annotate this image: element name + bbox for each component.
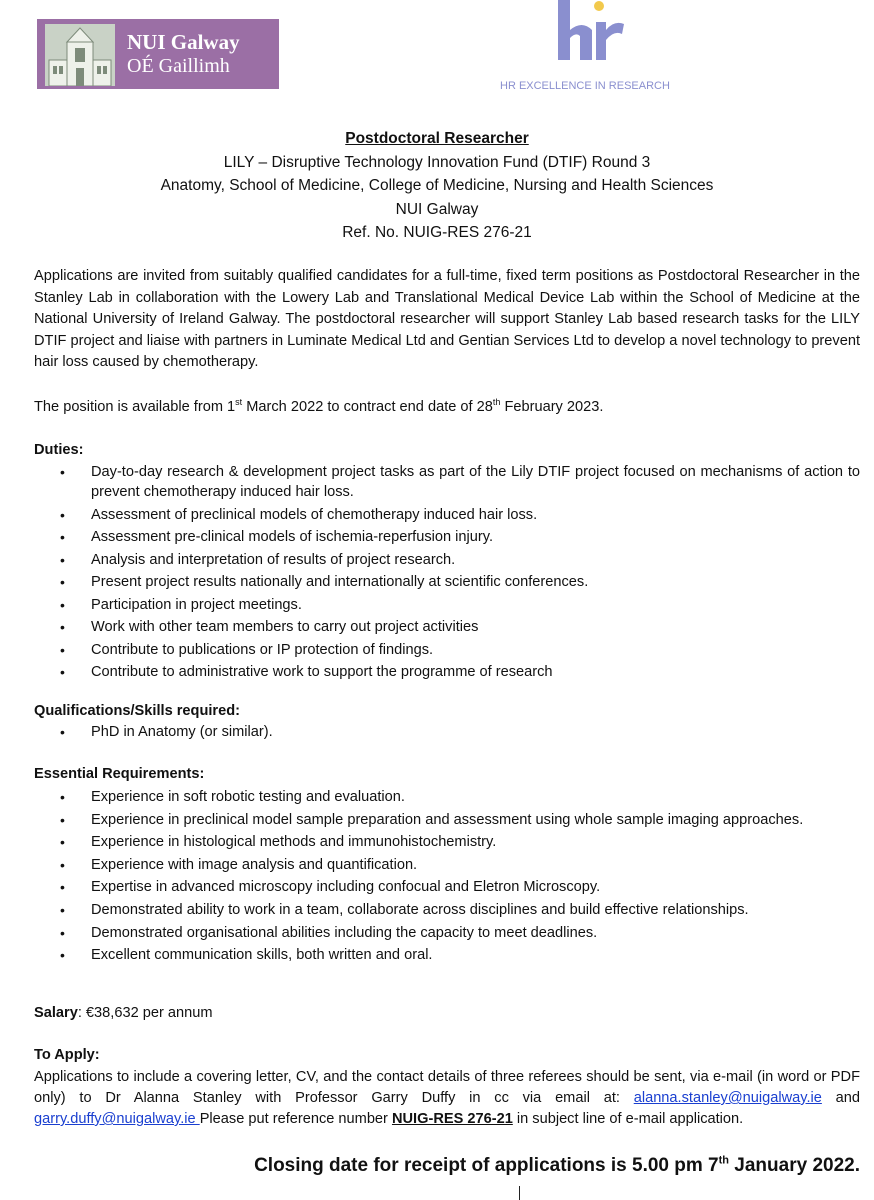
title-department: Anatomy, School of Medicine, College of Medicine, Nursing and Health Sciences (160, 177, 714, 194)
salary-line (34, 1005, 213, 1021)
position-availability: The position is available from 1st March 2022 to contract end date of 28th February 2023. (34, 397, 604, 415)
salary-value: : €38,632 per annum (77, 1005, 213, 1021)
reference-number: NUIG-RES 276-21 (391, 1111, 513, 1127)
list-item: • Experience in preclinical model sample preparation and assessment using whole sample imaging approaches. (60, 811, 804, 828)
list-item: • Excellent communication skills, both written and oral. (60, 947, 433, 964)
list-item: • Work with other team members to carry out project activities (60, 619, 479, 635)
list-item: • PhD in Anatomy (or similar). (60, 724, 273, 740)
bullet-icon: • (60, 901, 65, 918)
list-item: • Analysis and interpretation of results of project research. (60, 551, 456, 568)
list-item: • Present project results nationally and internationally at scientific conferences. (60, 574, 589, 590)
bullet-icon: • (60, 506, 65, 523)
job-title-block (0, 127, 874, 245)
bullet-icon: • (60, 574, 65, 590)
bullet-icon: • (60, 596, 65, 613)
quadrangle-tower-icon (45, 24, 115, 86)
nui-logo-line2: OÉ Gaillimh (127, 54, 230, 77)
email-link-garry[interactable]: garry.duffy@nuigalway.ie (34, 1111, 200, 1127)
page-title: Postdoctoral Researcher (345, 130, 529, 147)
bullet-icon: • (60, 664, 65, 680)
essential-requirements-list (34, 787, 860, 968)
nui-logo-line1: NUI Galway (127, 30, 240, 55)
list-item: • Demonstrated organisational abilities including the capacity to meet deadlines. (60, 924, 598, 941)
bullet-icon: • (60, 551, 65, 568)
list-item: • Day-to-day research & development project tasks as part of the Lily DTIF project focused on mechanisms of action to prevent chemotherapy induced hair loss. (60, 464, 860, 500)
to-apply-heading: To Apply: (34, 1047, 100, 1063)
text-cursor-mark (519, 1186, 520, 1200)
duties-heading: Duties: (34, 442, 84, 458)
closing-date: Closing date for receipt of applications is 5.00 pm 7th January 2022. (254, 1154, 860, 1176)
list-item: • Experience in histological methods and immunohistochemistry. (60, 834, 497, 851)
apply-paragraph: Applications to include a covering letter, CV, and the contact details of three referees should be sent, via e-mail (in word or PDF only) to Dr Alanna Stanley with Professor Garry Duffy in cc via email at: alanna.stanley@nuigalway.ie and garry.duffy@nuigalway.ie Please put reference number NUIG-RES 276-21 in subject line of e-mail application. (34, 1069, 861, 1127)
title-reference: Ref. No. NUIG-RES 276-21 (342, 224, 532, 241)
title-project: LILY – Disruptive Technology Innovation Fund (DTIF) Round 3 (223, 153, 651, 171)
list-item: • Experience with image analysis and quantification. (60, 856, 418, 873)
bullet-icon: • (60, 619, 65, 635)
essential-requirements-heading: Essential Requirements: (34, 766, 205, 782)
list-item: • Contribute to administrative work to support the programme of research (60, 664, 553, 680)
bullet-icon: • (60, 947, 65, 964)
bullet-icon: • (60, 924, 65, 941)
bullet-icon: • (60, 464, 65, 480)
email-link-alanna[interactable]: alanna.stanley@nuigalway.ie (633, 1090, 822, 1106)
salary-label: Salary (34, 1005, 78, 1021)
list-item: • Expertise in advanced microscopy including confocual and Eletron Microscopy. (60, 879, 601, 896)
hr-excellence-tagline: HR EXCELLENCE IN RESEARCH (500, 80, 670, 92)
bullet-icon: • (60, 529, 65, 545)
list-item: • Contribute to publications or IP protection of findings. (60, 641, 434, 658)
list-item: • Assessment of preclinical models of chemotherapy induced hair loss. (60, 506, 538, 523)
list-item: • Assessment pre-clinical models of ischemia-reperfusion injury. (60, 529, 494, 545)
bullet-icon: • (60, 724, 65, 740)
title-institution: NUI Galway (395, 200, 479, 218)
bullet-icon: • (60, 856, 65, 873)
list-item: • Participation in project meetings. (60, 596, 302, 613)
nui-galway-logo (37, 19, 279, 89)
bullet-icon: • (60, 789, 65, 805)
intro-paragraph: Applications are invited from suitably qualified candidates for a full-time, fixed term positions as Postdoctoral Researcher in the Stanley Lab in collaboration with the Lowery Lab and Translational Medical Device Lab within the School of Medicine at the National University of Ireland Galway. The postdoctoral researcher will support Stanley Lab based research tasks for the LILY DTIF project and liaise with partners in Luminate Medical Ltd and Gentian Services Ltd to develop a novel technology to prevent hair loss caused by chemotherapy. (34, 268, 860, 371)
qualifications-list (34, 722, 860, 742)
bullet-icon: • (60, 834, 65, 851)
bullet-icon: • (60, 641, 65, 658)
bullet-icon: • (60, 811, 65, 828)
bullet-icon: • (60, 879, 65, 896)
list-item: • Experience in soft robotic testing and evaluation. (60, 789, 405, 805)
list-item: • Demonstrated ability to work in a team, collaborate across disciplines and build effective relationships. (60, 901, 749, 918)
qualifications-heading: Qualifications/Skills required: (34, 703, 240, 719)
duties-list (34, 462, 860, 685)
